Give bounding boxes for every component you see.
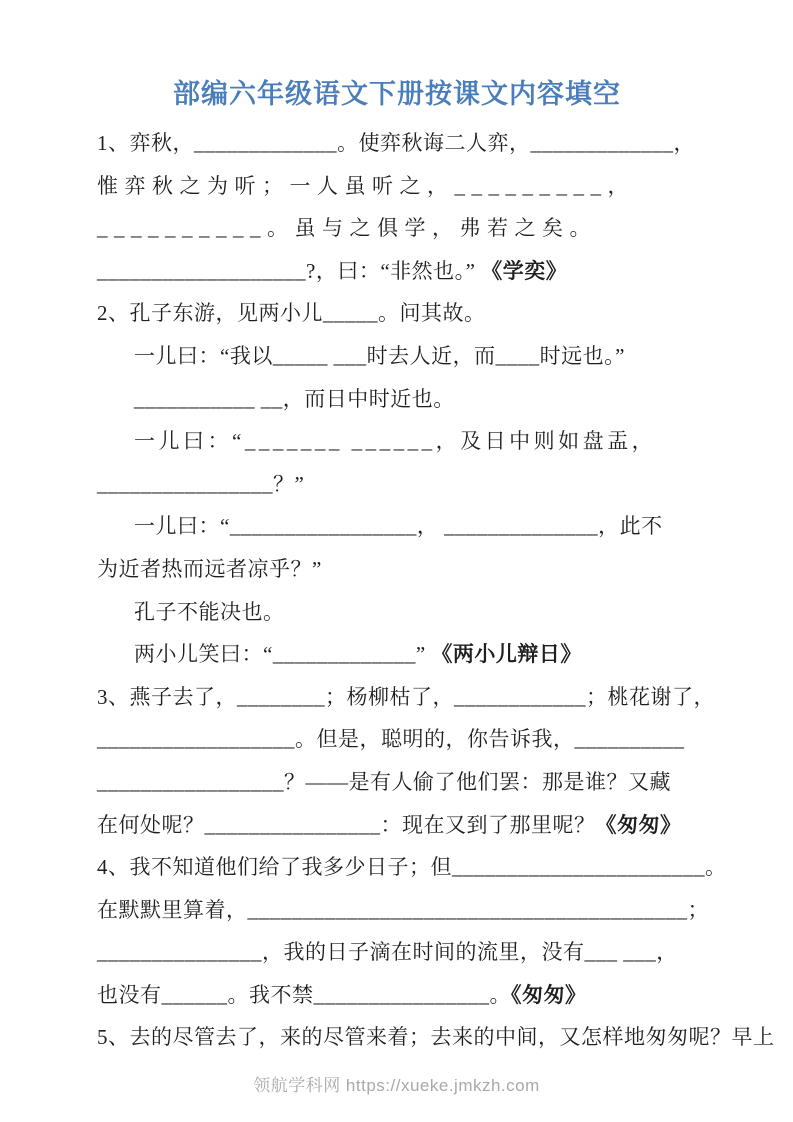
text-segment: 3、燕子去了，________；杨柳枯了，____________；桃花谢了， [97,684,715,709]
text-line [97,804,697,847]
text-segment: 一儿曰：“_________________， ______________，此不 [134,514,663,539]
text-segment: 2、孔子东游，见两小儿_____。问其故。 [97,301,486,326]
text-line [97,761,697,804]
book-title: 《匆匆》 [595,813,682,837]
page-title: 部编六年级语文下册按课文内容填空 [173,79,621,109]
text-line [97,974,697,1017]
text-line [97,378,697,421]
text-segment: _________________？——是有人偷了他们罢：那是谁？又藏 [97,769,671,794]
text-line [97,676,715,719]
text-segment: __________。虽与之俱学，弗若之矣。 [97,216,597,241]
text-segment: ___________ __，而日中时近也。 [134,386,455,411]
text-line [97,122,697,165]
text-segment: ___________________?，曰：“非然也。” [97,258,482,283]
text-segment: 在何处呢？________________：现在又到了那里呢？ [97,812,596,837]
text-line [97,335,697,378]
watermark-footer: 领航学科网 https://xueke.jmkzh.com [253,1076,540,1095]
text-segment: 1、弈秋，_____________。使弈秋诲二人弈，_____________， [97,131,695,155]
text-line [97,207,697,250]
text-segment: 在默默里算着，________________________________________； [97,897,709,922]
text-line [97,633,697,676]
text-line [97,931,697,974]
text-segment: 5、去的尽管去了，来的尽管来着；去来的中间，又怎样地匆匆呢？早上 [97,1025,775,1050]
text-segment: ________________？” [97,471,305,496]
text-line [97,591,697,634]
text-line [97,420,697,463]
text-segment: 一儿曰：“我以_____ ___时去人近，而____时远也。” [134,343,625,368]
text-line [97,165,697,208]
text-segment: 两小儿笑曰：“_____________” [134,642,432,667]
text-line [97,718,697,761]
book-title: 《学奕》 [481,259,568,283]
text-line [97,463,697,506]
text-line [97,846,727,889]
text-line [97,548,697,591]
text-line [97,505,697,548]
text-segment: __________________。但是，聪明的，你告诉我，__________ [97,727,685,752]
text-segment: 4、我不知道他们给了我多少日子；但_______________________。 [97,855,727,880]
text-line [97,1016,775,1059]
text-segment: _______________，我的日子滴在时间的流里，没有___ ___， [97,940,678,965]
book-title: 《匆匆》 [511,983,587,1007]
text-segment: 一儿曰：“_______ ______，及日中则如盘盂， [134,429,657,454]
book-title: 《两小儿辩日》 [431,643,582,667]
text-line [97,889,709,932]
text-segment: 惟弈秋之为听；一人虽听之，_________， [97,173,635,198]
text-segment: 孔子不能决也。 [134,599,285,624]
document-lines [97,122,775,1059]
text-segment: 也没有______。我不禁________________。 [97,982,511,1007]
text-segment: 为近者热而远者凉乎？” [97,556,322,581]
text-line [97,292,697,335]
text-line [97,250,697,293]
